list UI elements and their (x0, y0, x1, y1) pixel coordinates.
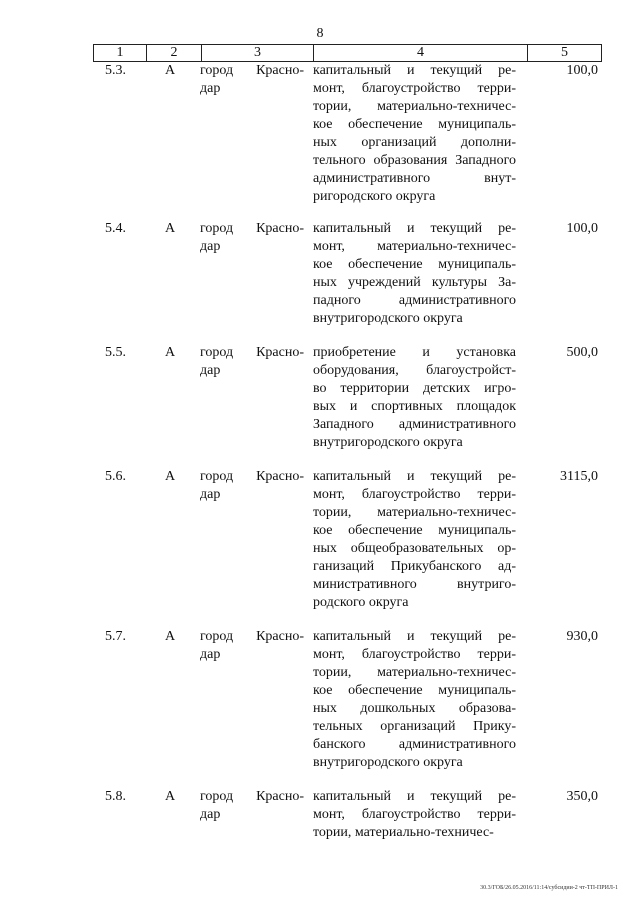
row-description (313, 220, 516, 328)
description-line: падного административного (313, 293, 516, 308)
description-line: тельных организаций Прику- (313, 719, 516, 734)
description-line: капитальный и текущий ре- (313, 629, 516, 644)
municipality-name-part: Красно- (256, 221, 304, 236)
description-line: приобретение и установка (313, 345, 516, 360)
row-number: 5.7. (105, 629, 126, 644)
description-line: капитальный и текущий ре- (313, 469, 516, 484)
row-municipality (200, 788, 304, 824)
row-category: А (165, 345, 176, 360)
description-line: административного внут- (313, 171, 516, 186)
description-line: тории, материально-техничес- (313, 665, 516, 680)
table-header (93, 44, 602, 62)
row-description (313, 468, 516, 612)
municipality-word: город (200, 345, 234, 360)
row-number: 5.3. (105, 63, 126, 78)
municipality-name-end: дар (200, 239, 221, 254)
row-municipality (200, 344, 304, 380)
description-line: капитальный и текущий ре- (313, 63, 516, 78)
description-line: монт, материально-техничес- (313, 239, 516, 254)
row-amount: 100,0 (566, 221, 598, 236)
row-category: А (165, 63, 176, 78)
municipality-word: город (200, 63, 234, 78)
description-line: монт, благоустройство терри- (313, 81, 516, 96)
row-amount: 100,0 (566, 63, 598, 78)
document-footer: 30.3/ГОБ/26.05.2016/11:14/субсидии-2 чт-ТП-ПРИЛ-1 (480, 885, 618, 891)
description-line: ных организаций дополни- (313, 135, 516, 150)
municipality-word: город (200, 221, 234, 236)
header-col-3: 3 (202, 45, 314, 61)
description-line: кое обеспечение муниципаль- (313, 257, 516, 272)
description-line: родского округа (313, 595, 409, 610)
description-line: капитальный и текущий ре- (313, 789, 516, 804)
row-description (313, 62, 516, 206)
description-line: кое обеспечение муниципаль- (313, 523, 516, 538)
row-amount: 500,0 (566, 345, 598, 360)
description-line: оборудования, благоустройст- (313, 363, 516, 378)
description-line: во территории детских игро- (313, 381, 516, 396)
row-municipality (200, 468, 304, 504)
description-line: монт, благоустройство терри- (313, 807, 516, 822)
row-municipality (200, 628, 304, 664)
row-amount: 930,0 (566, 629, 598, 644)
description-line: ганизаций Прикубанского ад- (313, 559, 516, 574)
row-number: 5.8. (105, 789, 126, 804)
municipality-name-part: Красно- (256, 469, 304, 484)
row-number: 5.5. (105, 345, 126, 360)
header-col-4: 4 (314, 45, 528, 61)
row-municipality (200, 220, 304, 256)
row-number: 5.4. (105, 221, 126, 236)
municipality-name-part: Красно- (256, 629, 304, 644)
municipality-word: город (200, 789, 234, 804)
description-line: тории, материально-техничес- (313, 825, 494, 840)
header-col-2: 2 (147, 45, 202, 61)
description-line: Западного административного (313, 417, 516, 432)
municipality-name-part: Красно- (256, 345, 304, 360)
municipality-name-end: дар (200, 647, 221, 662)
description-line: министративного внутриго- (313, 577, 516, 592)
description-line: ных учреждений культуры За- (313, 275, 516, 290)
description-line: внутригородского округа (313, 435, 463, 450)
description-line: кое обеспечение муниципаль- (313, 117, 516, 132)
header-col-1: 1 (94, 45, 147, 61)
municipality-word: город (200, 469, 234, 484)
municipality-name-end: дар (200, 363, 221, 378)
row-number: 5.6. (105, 469, 126, 484)
description-line: вых и спортивных площадок (313, 399, 516, 414)
row-category: А (165, 789, 176, 804)
municipality-name-end: дар (200, 807, 221, 822)
row-municipality (200, 62, 304, 98)
row-category: А (165, 629, 176, 644)
description-line: тории, материально-техничес- (313, 505, 516, 520)
description-line: кое обеспечение муниципаль- (313, 683, 516, 698)
row-category: А (165, 221, 176, 236)
row-description (313, 344, 516, 452)
description-line: ригородского округа (313, 189, 436, 204)
header-col-5: 5 (561, 45, 568, 60)
description-line: внутригородского округа (313, 755, 463, 770)
row-category: А (165, 469, 176, 484)
row-amount: 3115,0 (560, 469, 598, 484)
description-line: капитальный и текущий ре- (313, 221, 516, 236)
description-line: ных общеобразовательных ор- (313, 541, 516, 556)
row-amount: 350,0 (566, 789, 598, 804)
municipality-name-end: дар (200, 487, 221, 502)
municipality-word: город (200, 629, 234, 644)
row-description (313, 628, 516, 772)
description-line: монт, благоустройство терри- (313, 647, 516, 662)
municipality-name-part: Красно- (256, 789, 304, 804)
description-line: тории, материально-техничес- (313, 99, 516, 114)
page-number: 8 (316, 26, 324, 41)
description-line: ных дошкольных образова- (313, 701, 516, 716)
municipality-name-part: Красно- (256, 63, 304, 78)
description-line: монт, благоустройство терри- (313, 487, 516, 502)
description-line: внутригородского округа (313, 311, 463, 326)
row-description (313, 788, 516, 842)
description-line: банского административного (313, 737, 516, 752)
description-line: тельного образования Западного (313, 153, 516, 168)
municipality-name-end: дар (200, 81, 221, 96)
